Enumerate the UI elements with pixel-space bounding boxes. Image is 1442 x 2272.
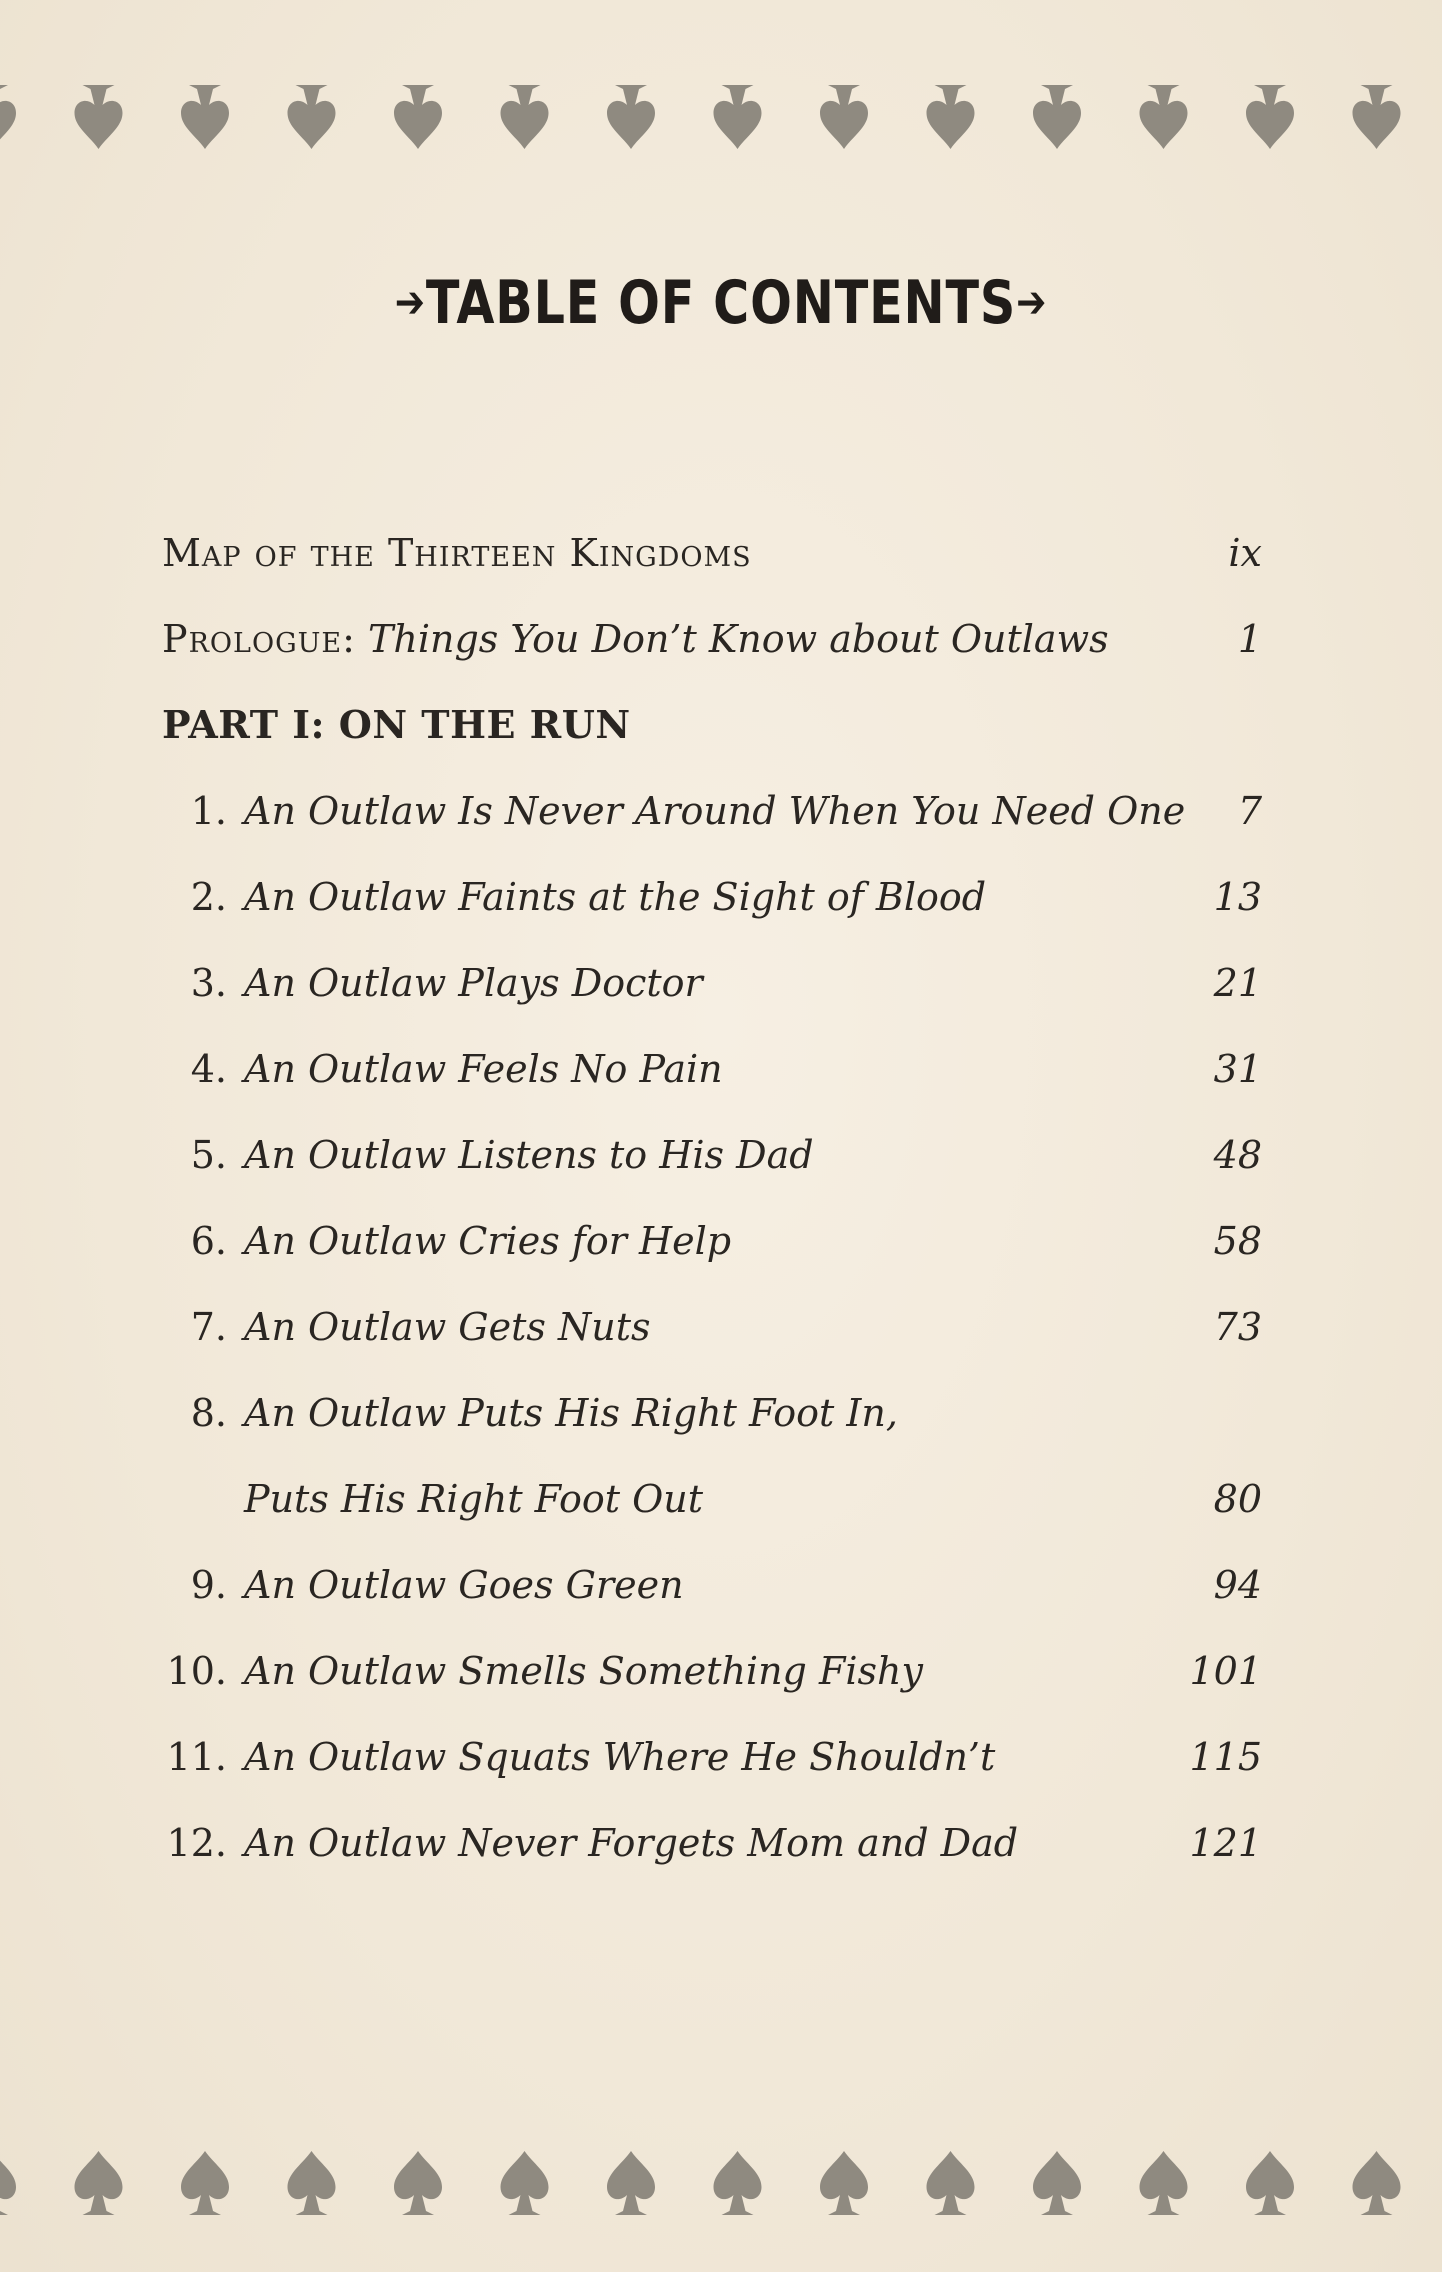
page-number: 73: [1213, 1305, 1262, 1349]
spade-ornament-down-icon: [1140, 85, 1188, 149]
chapter-list: [162, 768, 1262, 1886]
page-number: 121: [1189, 1821, 1262, 1865]
spade-ornament-down-icon: [820, 85, 868, 149]
spade-ornament-down-icon: [501, 85, 549, 149]
chapter-title: An Outlaw Faints at the Sight of Blood: [244, 875, 987, 919]
toc-entry-chapter[interactable]: [162, 1112, 1262, 1198]
entry-prefix: Prologue:: [162, 617, 356, 661]
toc-entry-map[interactable]: [162, 510, 1262, 596]
chapter-number: 8.: [190, 1391, 227, 1435]
page-number: 48: [1213, 1133, 1262, 1177]
spade-ornament-down-icon: [714, 85, 762, 149]
chapter-number: 3.: [190, 961, 227, 1005]
chapter-number: 9.: [190, 1563, 227, 1607]
entry-title: Things You Don’t Know about Outlaws: [368, 617, 1109, 661]
toc-entry-chapter[interactable]: [162, 768, 1262, 854]
toc-entry-chapter[interactable]: [162, 1198, 1262, 1284]
spade-ornament-down-icon: [927, 85, 975, 149]
title-text: TABLE OF CONTENTS: [425, 268, 1017, 338]
page-number: 115: [1189, 1735, 1262, 1779]
toc-entry-chapter[interactable]: [162, 854, 1262, 940]
chapter-title: An Outlaw Cries for Help: [244, 1219, 732, 1263]
chapter-number: 4.: [190, 1047, 227, 1091]
top-ornament-border: [0, 60, 1442, 170]
right-arrow-icon: ➔: [1016, 276, 1048, 328]
toc-entry-chapter[interactable]: [162, 1714, 1262, 1800]
spade-ornament-up-icon: [1033, 2151, 1081, 2215]
page-number: 80: [1213, 1477, 1262, 1521]
toc-entry-chapter[interactable]: [162, 1800, 1262, 1886]
spade-ornament-down-icon: [288, 85, 336, 149]
chapter-title: Puts His Right Foot Out: [244, 1477, 703, 1521]
spade-ornament-up-icon: [1140, 2151, 1188, 2215]
spade-ornament-down-icon: [1353, 85, 1401, 149]
entry-label: Map of the Thirteen Kingdoms: [162, 531, 752, 575]
spade-ornament-up-icon: [394, 2151, 442, 2215]
toc-entry-chapter[interactable]: [162, 940, 1262, 1026]
spade-ornament-up-icon: [927, 2151, 975, 2215]
entry-label: [162, 596, 1109, 682]
page-number: 13: [1213, 875, 1262, 919]
table-of-contents: [162, 510, 1262, 1886]
page-number: 21: [1213, 961, 1262, 1005]
spade-ornament-down-icon: [1246, 85, 1294, 149]
spade-ornament-down-icon: [394, 85, 442, 149]
toc-entry-chapter[interactable]: [162, 1026, 1262, 1112]
spade-ornament-up-icon: [501, 2151, 549, 2215]
spade-ornament-down-icon: [0, 85, 16, 149]
chapter-title: An Outlaw Goes Green: [244, 1563, 684, 1607]
chapter-number: 10.: [166, 1649, 227, 1693]
spade-ornament-up-icon: [0, 2151, 16, 2215]
page-number: 101: [1189, 1649, 1262, 1693]
spade-ornament-up-icon: [607, 2151, 655, 2215]
spade-ornament-up-icon: [288, 2151, 336, 2215]
chapter-number: 1.: [190, 789, 227, 833]
spade-ornament-up-icon: [75, 2151, 123, 2215]
spade-ornament-up-icon: [1353, 2151, 1401, 2215]
chapter-title: An Outlaw Squats Where He Shouldn’t: [244, 1735, 996, 1779]
chapter-title: An Outlaw Plays Doctor: [244, 961, 703, 1005]
chapter-number: 7.: [190, 1305, 227, 1349]
page-number: 7: [1237, 789, 1262, 833]
chapter-title: An Outlaw Never Forgets Mom and Dad: [244, 1821, 1019, 1865]
chapter-number: 6.: [190, 1219, 227, 1263]
part-heading: [162, 682, 1262, 768]
page-number: 1: [1237, 617, 1262, 661]
spade-ornament-down-icon: [181, 85, 229, 149]
chapter-title: An Outlaw Listens to His Dad: [244, 1133, 814, 1177]
chapter-title: An Outlaw Gets Nuts: [244, 1305, 651, 1349]
toc-entry-chapter[interactable]: [162, 1628, 1262, 1714]
spade-ornament-up-icon: [181, 2151, 229, 2215]
chapter-title: An Outlaw Smells Something Fishy: [244, 1649, 923, 1693]
chapter-title: An Outlaw Is Never Around When You Need One: [244, 789, 1186, 833]
page-number: 31: [1213, 1047, 1262, 1091]
chapter-number: 5.: [190, 1133, 227, 1177]
toc-entry-prologue[interactable]: [162, 596, 1262, 682]
spade-ornament-down-icon: [1033, 85, 1081, 149]
page-number: ix: [1228, 531, 1262, 575]
page-number: 94: [1213, 1563, 1262, 1607]
toc-entry-continuation[interactable]: [162, 1456, 1262, 1542]
spade-ornament-up-icon: [714, 2151, 762, 2215]
page-number: 58: [1213, 1219, 1262, 1263]
chapter-number: 2.: [190, 875, 227, 919]
chapter-number: 12.: [166, 1821, 227, 1865]
toc-entry-chapter[interactable]: [162, 1542, 1262, 1628]
chapter-number: 11.: [166, 1735, 227, 1779]
spade-ornament-up-icon: [0, 2130, 1442, 2240]
page-title: [130, 268, 1312, 338]
chapter-title: An Outlaw Feels No Pain: [244, 1047, 723, 1091]
chapter-title: An Outlaw Puts His Right Foot In,: [244, 1391, 898, 1435]
part-heading-text: PART I: ON THE RUN: [162, 702, 631, 747]
spade-ornament-up-icon: [820, 2151, 868, 2215]
spade-ornament-down-icon: [75, 85, 123, 149]
spade-ornament-down-icon: [607, 85, 655, 149]
left-arrow-icon: ➔: [394, 276, 426, 328]
spade-ornament-up-icon: [1246, 2151, 1294, 2215]
toc-entry-chapter[interactable]: [162, 1284, 1262, 1370]
toc-entry-chapter[interactable]: [162, 1370, 1262, 1456]
spade-ornament-down-icon: [0, 60, 1442, 170]
bottom-ornament-border: [0, 2130, 1442, 2240]
